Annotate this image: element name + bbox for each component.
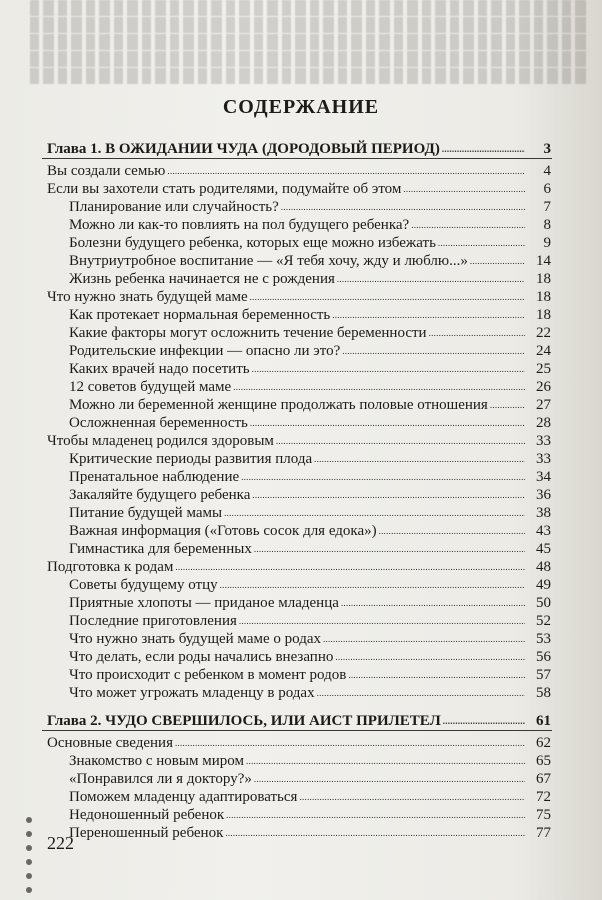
page-ref: 43: [536, 523, 551, 539]
page-ref: 27: [536, 397, 551, 413]
page-ref: 52: [536, 613, 551, 629]
page-ref: 33: [536, 433, 551, 449]
entry-title: Планирование или случайность?: [69, 199, 279, 215]
page-ref: 67: [536, 771, 551, 787]
entry-title: Приятные хлопоты — приданое младенца: [69, 595, 339, 611]
dot-leader: [239, 611, 525, 630]
entry-title: Можно ли как-то повлиять на пол будущего ребенка?: [69, 217, 410, 233]
dot-leader: [167, 161, 525, 180]
dot-leader: [342, 341, 525, 360]
page-ref: 38: [536, 505, 551, 521]
toc-entry[interactable]: [69, 216, 551, 234]
dot-leader: [379, 521, 525, 540]
page-ref: 18: [536, 289, 551, 305]
page-ref: 61: [536, 713, 551, 729]
page-ref: 33: [536, 451, 551, 467]
dot-leader: [175, 733, 525, 752]
toc-entry[interactable]: [47, 288, 551, 306]
page-ref: 6: [543, 181, 551, 197]
dot-leader: [348, 665, 525, 684]
entry-title: Подготовка к родам: [47, 559, 174, 575]
chapter-title: Глава 1. В ОЖИДАНИИ ЧУДА (ДОРОДОВЫЙ ПЕРИОД): [47, 141, 440, 157]
dot-leader: [490, 395, 525, 414]
page-ref: 24: [536, 343, 551, 359]
page-ref: 14: [536, 253, 551, 269]
page-ref: 75: [536, 807, 551, 823]
dot-leader: [411, 215, 525, 234]
entry-title: Питание будущей мамы: [69, 505, 223, 521]
toc-entry[interactable]: [69, 648, 551, 666]
entry-title: Болезни будущего ребенка, которых еще можно избежать: [69, 235, 436, 251]
entry-title: Что нужно знать будущей маме о родах: [69, 631, 321, 647]
dot-leader: [252, 359, 525, 378]
toc-entry[interactable]: [47, 734, 551, 752]
entry-title: Что происходит с ребенком в момент родов: [69, 667, 347, 683]
entry-title: Гимнастика для беременных: [69, 541, 252, 557]
page-ref: 77: [536, 825, 551, 841]
dot-leader: [443, 711, 525, 730]
dot-leader: [241, 467, 525, 486]
dot-leader: [246, 751, 525, 770]
page-ref: 53: [536, 631, 551, 647]
toc-entry[interactable]: [69, 252, 551, 270]
chapter-heading[interactable]: [47, 140, 551, 158]
entry-title: Критические периоды развития плода: [69, 451, 313, 467]
entry-title: Недоношенный ребенок: [69, 807, 225, 823]
page-ref: 18: [536, 307, 551, 323]
toc-entry[interactable]: [69, 684, 551, 702]
toc-entry[interactable]: [69, 788, 551, 806]
chapter-title: Глава 2. ЧУДО СВЕРШИЛОСЬ, ИЛИ АИСТ ПРИЛЕТЕЛ: [47, 713, 441, 729]
page-ref: 50: [536, 595, 551, 611]
toc-entry[interactable]: [69, 342, 551, 360]
dot-leader: [281, 197, 525, 216]
page-ref: 57: [536, 667, 551, 683]
page-ref: 25: [536, 361, 551, 377]
toc-entry[interactable]: [69, 752, 551, 770]
page-ref: 3: [543, 141, 551, 157]
toc-entry[interactable]: [47, 558, 551, 576]
page-title: СОДЕРЖАНИЕ: [222, 96, 380, 118]
entry-title: Советы будущему отцу: [69, 577, 218, 593]
dot-leader: [341, 593, 525, 612]
page-ref: 22: [536, 325, 551, 341]
entry-title: Вы создали семью: [47, 163, 166, 179]
page-ref: 26: [536, 379, 551, 395]
entry-title: Последние приготовления: [69, 613, 237, 629]
toc-entry[interactable]: [69, 306, 551, 324]
page-ref: 18: [536, 271, 551, 287]
toc-entry[interactable]: [69, 324, 551, 342]
page-ref: 72: [536, 789, 551, 805]
dot-leader: [250, 287, 525, 306]
page-ref: 4: [543, 163, 551, 179]
dot-leader: [252, 485, 525, 504]
dot-leader: [233, 377, 525, 396]
bleed-through-text: [30, 0, 590, 88]
entry-title: Что делать, если роды начались внезапно: [69, 649, 334, 665]
entry-title: Основные сведения: [47, 735, 173, 751]
toc-entry[interactable]: [69, 522, 551, 540]
page-ref: 65: [536, 753, 551, 769]
toc-entry[interactable]: [69, 360, 551, 378]
toc-entry[interactable]: [69, 594, 551, 612]
entry-title: Как протекает нормальная беременность: [69, 307, 331, 323]
dot-leader: [254, 769, 525, 788]
entry-title: Можно ли беременной женщине продолжать половые отношения: [69, 397, 488, 413]
dot-leader: [299, 787, 525, 806]
entry-title: Закаляйте будущего ребенка: [69, 487, 251, 503]
dot-leader: [438, 233, 525, 252]
dot-leader: [224, 503, 525, 522]
entry-title: «Понравился ли я доктору?»: [69, 771, 252, 787]
chapter-heading[interactable]: [47, 712, 551, 730]
dot-leader: [442, 139, 525, 158]
dot-leader: [276, 431, 525, 450]
chapter-rule: [42, 158, 552, 159]
toc-entry[interactable]: [69, 234, 551, 252]
entry-title: Осложненная беременность: [69, 415, 248, 431]
page-ref: 56: [536, 649, 551, 665]
page-ref: 62: [536, 735, 551, 751]
toc-entry[interactable]: [47, 180, 551, 198]
dot-leader: [226, 805, 525, 824]
entry-title: 12 советов будущей маме: [69, 379, 232, 395]
dot-leader: [323, 629, 525, 648]
dot-leader: [175, 557, 525, 576]
toc-entry[interactable]: [69, 806, 551, 824]
page-ref: 45: [536, 541, 551, 557]
dot-leader: [403, 179, 525, 198]
binding-holes: [26, 817, 34, 900]
page-ref: 8: [543, 217, 551, 233]
dot-leader: [254, 539, 525, 558]
page-ref: 7: [543, 199, 551, 215]
dot-leader: [470, 251, 525, 270]
dot-leader: [250, 413, 525, 432]
toc-entry[interactable]: [69, 666, 551, 684]
page-number: 222: [47, 833, 74, 853]
entry-title: Поможем младенцу адаптироваться: [69, 789, 298, 805]
entry-title: Переношенный ребенок: [69, 825, 224, 841]
entry-title: Внутриутробное воспитание — «Я тебя хочу, жду и люблю...»: [69, 253, 468, 269]
page-ref: 58: [536, 685, 551, 701]
toc-entry[interactable]: [69, 770, 551, 788]
toc-entry[interactable]: [69, 576, 551, 594]
page-ref: 48: [536, 559, 551, 575]
entry-title: Что нужно знать будущей маме: [47, 289, 248, 305]
page-ref: 34: [536, 469, 551, 485]
toc-entry[interactable]: [69, 378, 551, 396]
entry-title: Если вы захотели стать родителями, подумайте об этом: [47, 181, 402, 197]
toc-entry[interactable]: [69, 450, 551, 468]
dot-leader: [332, 305, 525, 324]
toc-entry[interactable]: [69, 270, 551, 288]
entry-title: Родительские инфекции — опасно ли это?: [69, 343, 341, 359]
page-ref: 9: [543, 235, 551, 251]
toc-entry[interactable]: [69, 468, 551, 486]
entry-title: Пренатальное наблюдение: [69, 469, 240, 485]
toc-entry[interactable]: [69, 486, 551, 504]
toc-entry[interactable]: [47, 162, 551, 180]
toc-entry[interactable]: [69, 540, 551, 558]
dot-leader: [335, 647, 525, 666]
page-ref: 36: [536, 487, 551, 503]
entry-title: Какие факторы могут осложнить течение беременности: [69, 325, 427, 341]
dot-leader: [317, 683, 525, 702]
toc-entry[interactable]: [69, 396, 551, 414]
chapter-rule: [42, 730, 552, 731]
page-ref: 49: [536, 577, 551, 593]
entry-title: Жизнь ребенка начинается не с рождения: [69, 271, 335, 287]
toc-entry[interactable]: [69, 612, 551, 630]
dot-leader: [314, 449, 525, 468]
entry-title: Каких врачей надо посетить: [69, 361, 250, 377]
dot-leader: [337, 269, 525, 288]
entry-title: Важная информация («Готовь сосок для едока»): [69, 523, 377, 539]
entry-title: Что может угрожать младенцу в родах: [69, 685, 315, 701]
entry-title: Знакомство с новым миром: [69, 753, 244, 769]
toc-entry[interactable]: [69, 414, 551, 432]
dot-leader: [225, 823, 525, 842]
toc-entry[interactable]: [69, 504, 551, 522]
dot-leader: [220, 575, 525, 594]
toc-entry[interactable]: [69, 824, 551, 842]
page-ref: 28: [536, 415, 551, 431]
toc-entry[interactable]: [47, 432, 551, 450]
toc-entry[interactable]: [69, 630, 551, 648]
toc-entry[interactable]: [69, 198, 551, 216]
entry-title: Чтобы младенец родился здоровым: [47, 433, 274, 449]
dot-leader: [429, 323, 525, 342]
